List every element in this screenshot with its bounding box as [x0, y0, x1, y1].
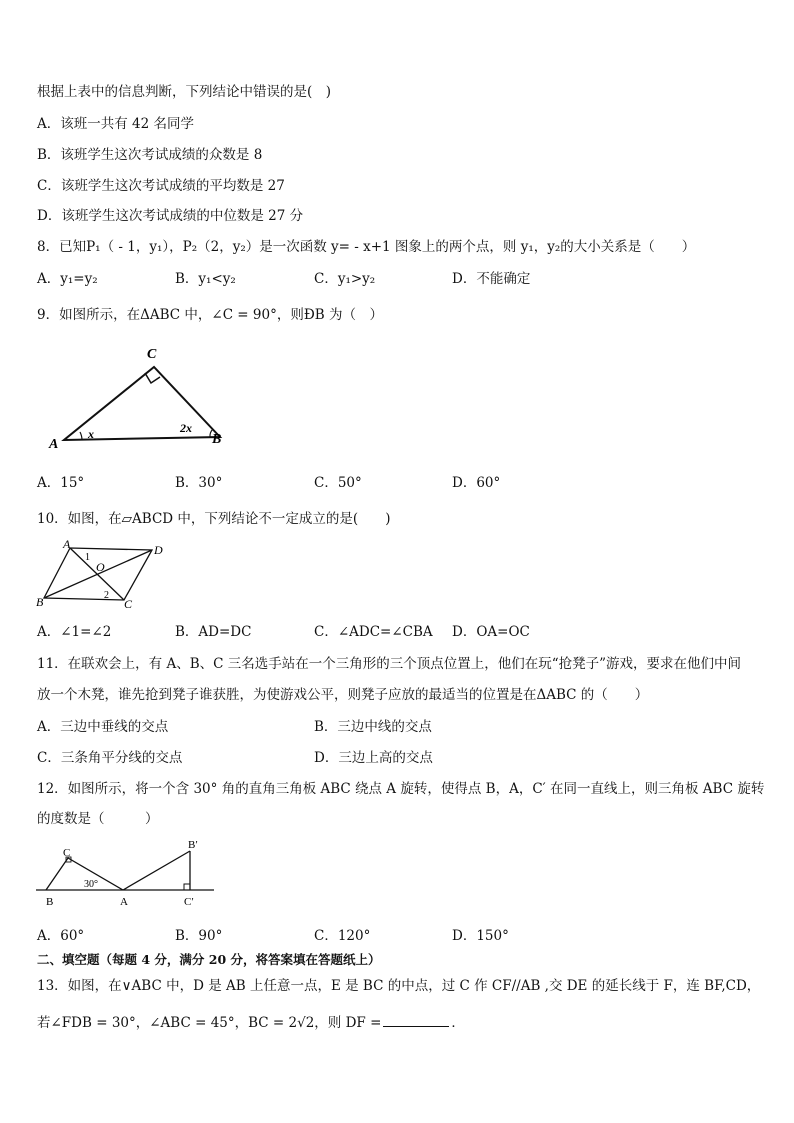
q9-option-c: C．50° [314, 475, 362, 491]
q9-stem: 9．如图所示，在ΔABC 中，∠C = 90°，则ÐB 为（ ） [37, 307, 383, 323]
answer-blank [383, 1014, 449, 1027]
q7-option-b: B．该班学生这次考试成绩的众数是 8 [37, 147, 263, 163]
label-b-prime: B′ [188, 839, 198, 851]
q9-right-triangle-figure [40, 340, 240, 455]
section-title: 二、填空题（每题 4 分，满分 20 分，将答案填在答题纸上） [37, 952, 381, 967]
angle-a-arc [80, 432, 82, 440]
q11-option-c: C．三条角平分线的交点 [37, 750, 183, 766]
label-b: B [46, 896, 54, 908]
angle-label: 30° [84, 879, 98, 890]
angle-1-label: 1 [85, 552, 90, 563]
label-d: D [154, 543, 163, 557]
q7-option-c: C．该班学生这次考试成绩的平均数是 27 [37, 178, 285, 194]
angle-a-label: x [88, 427, 94, 441]
q9-option-a: A．15° [37, 475, 85, 491]
q12-stem-line1: 12．如图所示，将一个含 30° 角的直角三角板 ABC 绕点 A 旋转，使得点 B，A，C′ 在同一直线上，则三角板 ABC 旋转 [37, 781, 765, 797]
label-c: C [124, 597, 133, 611]
q7-option-a: A．该班一共有 42 名同学 [37, 116, 195, 132]
q12-option-c: C．120° [314, 928, 371, 944]
q11-stem-line2: 放一个木凳，谁先抢到凳子谁获胜，为使游戏公平，则凳子应放的最适当的位置是在ΔABC 的（ ） [37, 687, 649, 703]
label-a: A [63, 538, 71, 551]
q8-stem: 8．已知P₁（ - 1，y₁），P₂（2，y₂）是一次函数 y= - x+1 图象上的两个点，则 y₁，y₂的大小关系是（ ） [37, 239, 696, 255]
q9-option-b: B．30° [175, 475, 223, 491]
right-angle-mark [184, 884, 190, 890]
q10-option-c: C．∠ADC=∠CBA [314, 624, 433, 640]
label-c: C [147, 347, 157, 362]
label-o: O [96, 560, 105, 574]
q10-option-b: B．AD=DC [175, 624, 252, 640]
q12-option-d: D．150° [452, 928, 509, 944]
q12-option-a: A．60° [37, 928, 85, 944]
q8-option-b: B．y₁<y₂ [175, 271, 236, 287]
label-b: B [36, 595, 44, 609]
q11-stem-line1: 11．在联欢会上，有 A、B、C 三名选手站在一个三角形的三个顶点位置上，他们在玩“抢凳子”游戏，要求在他们中间 [37, 656, 742, 672]
q12-option-b: B．90° [175, 928, 223, 944]
label-c-prime: C′ [184, 896, 194, 908]
right-angle-mark [145, 373, 160, 383]
q11-option-b: B．三边中线的交点 [314, 719, 432, 735]
q9-option-d: D．60° [452, 475, 501, 491]
q13-stem-line2 [37, 1014, 465, 1032]
q10-option-a: A．∠1=∠2 [37, 624, 112, 640]
q10-parallelogram-figure [32, 538, 172, 616]
q13-stem-line2-end: ． [451, 1015, 465, 1031]
q7-option-d: D．该班学生这次考试成绩的中位数是 27 分 [37, 208, 304, 224]
label-a: A [49, 437, 59, 452]
angle-b-label: 2x [180, 421, 192, 435]
label-a: A [120, 896, 128, 908]
q7-stem: 根据上表中的信息判断，下列结论中错误的是( ) [37, 84, 332, 100]
label-c: C [63, 847, 71, 859]
q11-option-a: A．三边中垂线的交点 [37, 719, 169, 735]
label-b: B [212, 432, 222, 447]
diagonal-bd [44, 550, 152, 598]
q11-option-d: D．三边上高的交点 [314, 750, 433, 766]
segment-ab-prime [123, 851, 190, 890]
q8-option-a: A．y₁=y₂ [37, 271, 98, 287]
q13-stem-line1: 13．如图，在∨ABC 中，D 是 AB 上任意一点，E 是 BC 的中点，过 C 作 CF//AB ,交 DE 的延长线于 F，连 BF,CD， [37, 978, 761, 994]
q10-option-d: D．OA=OC [452, 624, 530, 640]
q12-rotation-figure [32, 836, 222, 918]
q13-stem-line2-text: 若∠FDB = 30°，∠ABC = 45°，BC = 2√2，则 DF = [37, 1015, 382, 1031]
q8-option-d: D．不能确定 [452, 271, 531, 287]
angle-2-label: 2 [104, 590, 109, 601]
q12-stem-line2: 的度数是（ ） [37, 811, 159, 827]
q8-option-c: C．y₁>y₂ [314, 271, 376, 287]
q10-stem: 10．如图，在▱ABCD 中，下列结论不一定成立的是( ) [37, 511, 391, 527]
